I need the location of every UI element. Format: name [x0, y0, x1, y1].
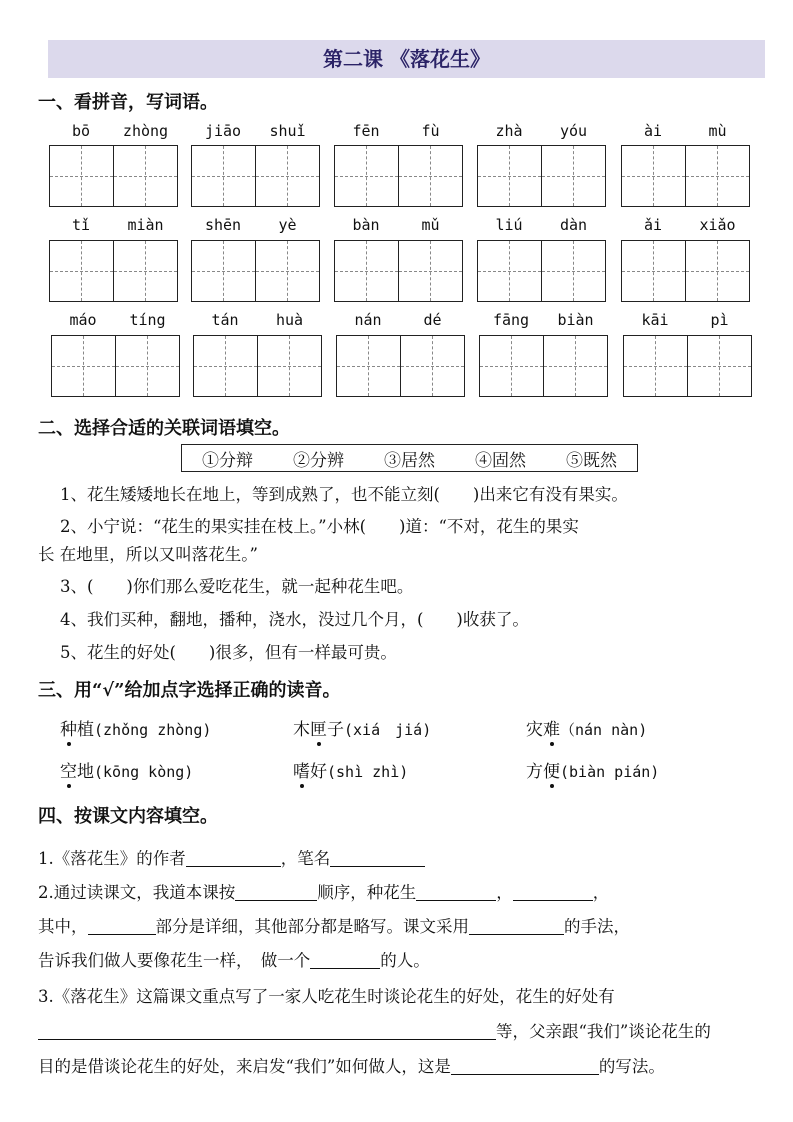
writing-box[interactable]	[49, 145, 178, 207]
writing-cell[interactable]	[50, 241, 114, 301]
pinyin-label: biàn	[557, 311, 594, 329]
option-2: ②分辨	[293, 450, 344, 471]
reading-item: 嗜好(shì zhì)	[293, 757, 408, 782]
pinyin-label: mù	[708, 122, 727, 140]
question-1: 1、花生矮矮地长在地上，等到成熟了，也不能立刻( )出来它有没有果实。	[60, 485, 628, 504]
writing-cell[interactable]	[335, 146, 399, 206]
writing-box[interactable]	[193, 335, 322, 397]
answer-blank[interactable]	[235, 884, 317, 902]
fill-line-5: 3.《落花生》这篇课文重点写了一家人吃花生时谈论花生的好处，花生的好处有	[38, 987, 615, 1006]
question-3: 3、( )你们那么爱吃花生，就一起种花生吧。	[60, 577, 414, 596]
pinyin-label: zhòng	[122, 122, 169, 140]
page-title: 第二课 《落花生》	[48, 40, 765, 78]
answer-blank[interactable]	[469, 918, 564, 936]
pinyin-label: fāng	[492, 311, 530, 329]
writing-box[interactable]	[621, 145, 750, 207]
fill-line-4: 告诉我们做人要像花生一样， 做一个 的人。	[38, 951, 430, 970]
writing-box[interactable]	[191, 240, 320, 302]
pinyin-label: tán	[211, 311, 239, 329]
pinyin-label: dé	[423, 311, 442, 329]
answer-blank[interactable]	[186, 850, 281, 868]
writing-cell[interactable]	[192, 146, 256, 206]
section1-heading: 一、看拼音，写词语。	[38, 92, 218, 113]
writing-box[interactable]	[477, 145, 606, 207]
pinyin-label: yóu	[559, 122, 588, 140]
pinyin-label: jiāo	[204, 122, 242, 140]
writing-cell[interactable]	[256, 146, 320, 206]
fill-line-1: 1.《落花生》的作者 ，笔名	[38, 845, 425, 869]
fill-line-3: 其中， 部分是详细，其他部分都是略写。课文采用 的手法，	[38, 917, 630, 936]
pinyin-label: fù	[421, 122, 440, 140]
pinyin-label: kāi	[641, 311, 669, 329]
writing-cell[interactable]	[478, 241, 542, 301]
writing-box[interactable]	[49, 240, 178, 302]
writing-cell[interactable]	[544, 336, 608, 396]
pinyin-label: pì	[710, 311, 729, 329]
writing-cell[interactable]	[335, 241, 399, 301]
writing-cell[interactable]	[624, 336, 688, 396]
reading-item: 种植(zhǒng zhòng)	[60, 715, 211, 740]
writing-box[interactable]	[51, 335, 180, 397]
word-options-box	[181, 444, 638, 472]
writing-cell[interactable]	[258, 336, 322, 396]
question-4: 4、我们买种，翻地，播种，浇水，没过几个月，( )收获了。	[60, 610, 529, 629]
pinyin-label: mǔ	[421, 216, 440, 234]
writing-box[interactable]	[336, 335, 465, 397]
answer-blank[interactable]	[38, 1023, 496, 1041]
fill-line-7: 目的是借谈论花生的好处，来启发“我们”如何做人，这是 的写法。	[38, 1057, 665, 1076]
pinyin-label: shēn	[204, 216, 242, 234]
pinyin-label: liú	[495, 216, 523, 234]
option-4: ④固然	[475, 450, 526, 471]
question-2: 2、小宁说：“花生的果实挂在枝上。”小林( )道：“不对，花生的果实	[60, 517, 579, 536]
pinyin-label: shuǐ	[269, 122, 306, 140]
answer-blank[interactable]	[88, 918, 156, 936]
pinyin-label: ǎi	[643, 216, 663, 234]
writing-cell[interactable]	[114, 146, 178, 206]
pinyin-label: zhà	[495, 122, 523, 140]
section2-heading: 二、选择合适的关联词语填空。	[38, 418, 290, 439]
answer-blank[interactable]	[330, 850, 425, 868]
pinyin-label: máo	[69, 311, 97, 329]
pinyin-label: miàn	[127, 216, 164, 234]
reading-item: 木匣子(xiá jiá)	[293, 715, 431, 740]
section3-heading: 三、用“√”给加点字选择正确的读音。	[38, 680, 341, 701]
option-1: ①分辩	[202, 450, 253, 471]
pinyin-label: xiǎo	[699, 216, 736, 234]
section4-heading: 四、按课文内容填空。	[38, 806, 218, 827]
writing-cell[interactable]	[688, 336, 752, 396]
pinyin-label: fēn	[352, 122, 380, 140]
writing-box[interactable]	[623, 335, 752, 397]
writing-box[interactable]	[334, 145, 463, 207]
writing-cell[interactable]	[401, 336, 465, 396]
writing-box[interactable]	[191, 145, 320, 207]
pinyin-label: tíng	[129, 311, 166, 329]
writing-cell[interactable]	[399, 241, 463, 301]
option-5: ⑤既然	[566, 450, 617, 471]
pinyin-label: bō	[71, 122, 91, 140]
pinyin-label: dàn	[559, 216, 588, 234]
answer-blank[interactable]	[451, 1058, 599, 1076]
question-5: 5、花生的好处( )很多，但有一样最可贵。	[60, 643, 397, 662]
reading-item: 空地(kōng kòng)	[60, 757, 193, 782]
writing-cell[interactable]	[50, 146, 114, 206]
writing-cell[interactable]	[194, 336, 258, 396]
writing-cell[interactable]	[256, 241, 320, 301]
answer-blank[interactable]	[513, 884, 593, 902]
fill-line-6: 等，父亲跟“我们”谈论花生的	[38, 1018, 711, 1042]
answer-blank[interactable]	[310, 952, 380, 970]
writing-cell[interactable]	[622, 241, 686, 301]
writing-cell[interactable]	[337, 336, 401, 396]
writing-cell[interactable]	[542, 146, 606, 206]
writing-cell[interactable]	[686, 241, 750, 301]
writing-cell[interactable]	[480, 336, 544, 396]
question-2-cont: 长 在地里，所以又叫落花生。”	[38, 545, 258, 564]
pinyin-label: yè	[278, 216, 297, 234]
writing-cell[interactable]	[478, 146, 542, 206]
writing-cell[interactable]	[52, 336, 116, 396]
writing-cell[interactable]	[192, 241, 256, 301]
option-3: ③居然	[384, 450, 435, 471]
writing-cell[interactable]	[622, 146, 686, 206]
answer-blank[interactable]	[416, 884, 496, 902]
writing-box[interactable]	[477, 240, 606, 302]
pinyin-label: huà	[275, 311, 304, 329]
reading-item: 方便(biàn pián)	[526, 757, 659, 782]
reading-item: 灾难（nán nàn)	[526, 715, 647, 740]
writing-cell[interactable]	[542, 241, 606, 301]
writing-box[interactable]	[621, 240, 750, 302]
writing-cell[interactable]	[114, 241, 178, 301]
pinyin-label: nán	[354, 311, 382, 329]
fill-line-2: 2.通过读课文，我道本课按 顺序，种花生 ， ，	[38, 883, 610, 902]
pinyin-label: tǐ	[71, 216, 91, 234]
pinyin-label: bàn	[352, 216, 380, 234]
writing-box[interactable]	[334, 240, 463, 302]
writing-cell[interactable]	[116, 336, 180, 396]
pinyin-label: ài	[643, 122, 663, 140]
writing-cell[interactable]	[686, 146, 750, 206]
writing-box[interactable]	[479, 335, 608, 397]
writing-cell[interactable]	[399, 146, 463, 206]
